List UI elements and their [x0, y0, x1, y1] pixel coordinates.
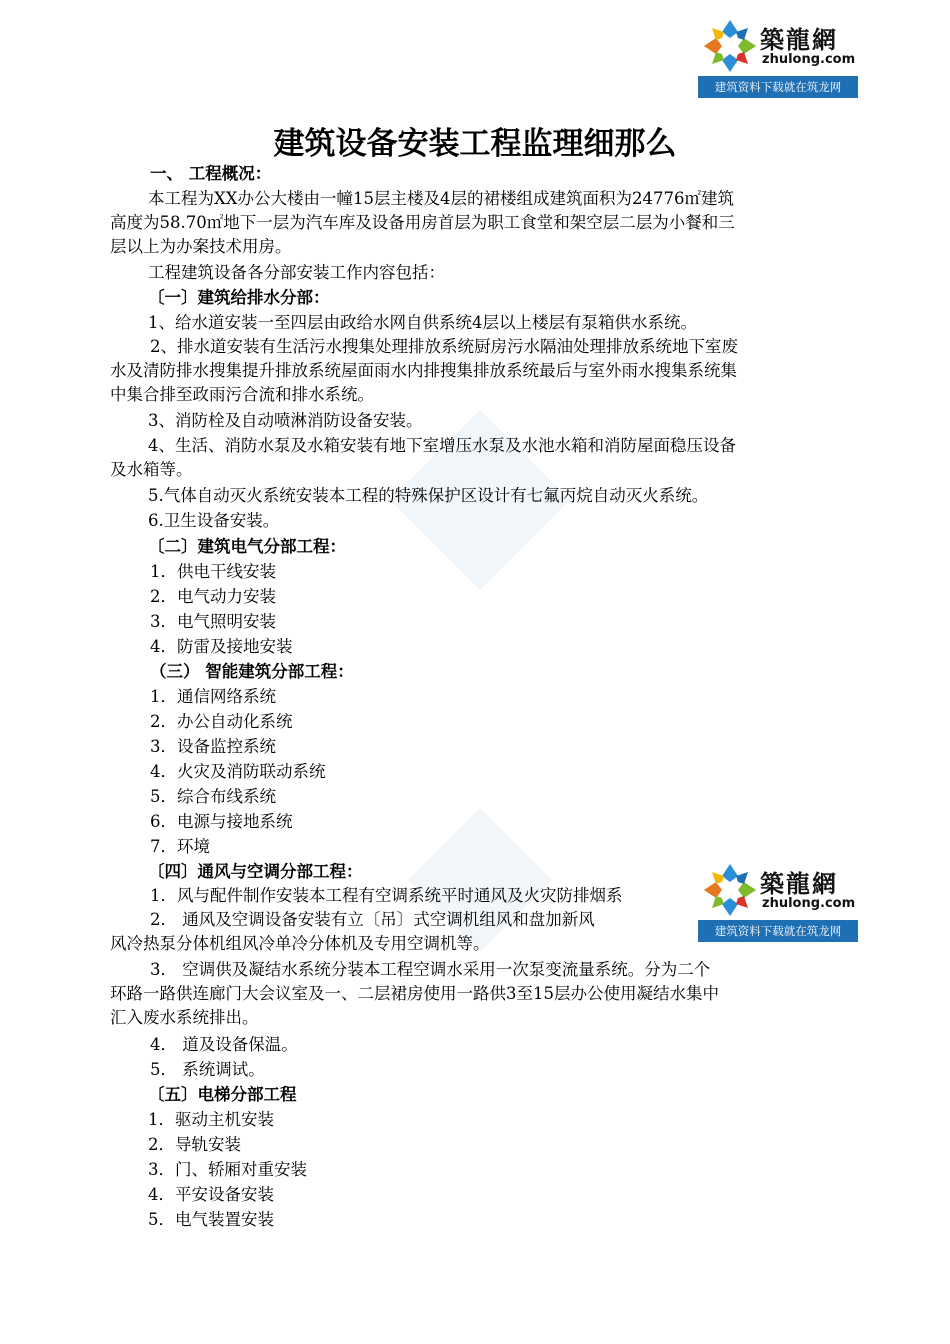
body-text-line: 2．办公自动化系统: [150, 712, 293, 731]
body-text-line: 5．综合布线系统: [150, 787, 276, 806]
logo-url: zhulong.com: [762, 896, 856, 911]
body-text-line: 5.气体自动灭火系统安装本工程的特殊保护区设计有七氟丙烷自动灭火系统。: [148, 486, 709, 505]
body-text-line: 工程建筑设备各分部安装工作内容包括：: [148, 263, 445, 282]
body-text-line: 环路一路供连廊门大会议室及一、二层裙房使用一路供3至15层办公使用凝结水集中: [110, 984, 719, 1003]
body-text-line: 4．火灾及消防联动系统: [150, 762, 326, 781]
body-text-line: 2、排水道安装有生活污水搜集处理排放系统厨房污水隔油处理排放系统地下室废: [150, 337, 738, 356]
body-text-line: 5．电气装置安装: [148, 1210, 274, 1229]
body-text-line: 2． 通风及空调设备安装有立〔吊〕式空调机组风和盘加新风: [150, 910, 595, 929]
section-heading: 〔五〕电梯分部工程: [148, 1085, 297, 1104]
body-text-line: 4．平安设备安装: [148, 1185, 274, 1204]
body-text-line: 1．风与配件制作安装本工程有空调系统平时通风及火灾防排烟系: [150, 886, 623, 905]
body-text-line: 6.卫生设备安装。: [148, 511, 280, 530]
body-text-line: 3、消防栓及自动喷淋消防设备安装。: [148, 411, 423, 430]
body-text-line: 3．设备监控系统: [150, 737, 276, 756]
body-text-line: 7．环境: [150, 837, 210, 856]
body-text-line: 1、给水道安装一至四层由政给水网自供系统4层以上楼层有泵箱供水系统。: [148, 313, 697, 332]
body-text-line: 3．电气照明安装: [150, 612, 276, 631]
body-text-line: 2．导轨安装: [148, 1135, 241, 1154]
body-text-line: 中集合排至政雨污合流和排水系统。: [110, 385, 374, 404]
document-title: 建筑设备安装工程监理细那么: [273, 126, 677, 162]
body-text-line: 3．门、轿厢对重安装: [148, 1160, 307, 1179]
body-text-line: 4、生活、消防水泵及水箱安装有地下室增压水泵及水池水箱和消防屋面稳压设备: [148, 436, 736, 455]
body-text-line: 3． 空调供及凝结水系统分装本工程空调水采用一次泵变流量系统。分为二个: [150, 960, 711, 979]
body-text-line: 4． 道及设备保温。: [150, 1035, 298, 1054]
body-text-line: 本工程为XX办公大楼由一幢15层主楼及4层的裙楼组成建筑面积为24776㎡建筑: [148, 189, 734, 208]
site-logo[interactable]: [698, 16, 858, 98]
body-text-line: 4．防雷及接地安装: [150, 637, 293, 656]
body-text-line: 水及清防排水搜集提升排放系统屋面雨水内排搜集排放系统最后与室外雨水搜集系统集: [110, 361, 737, 380]
body-text-line: 及水箱等。: [110, 460, 193, 479]
body-text-line: 2．电气动力安装: [150, 587, 276, 606]
body-text-line: 1．驱动主机安装: [148, 1110, 274, 1129]
logo-name: 築龍網: [760, 870, 838, 898]
body-text-line: 汇入废水系统排出。: [110, 1008, 259, 1027]
section-heading: 〔二〕建筑电气分部工程：: [148, 537, 346, 556]
section-heading: 一、 工程概况：: [150, 164, 272, 183]
logo-tagline: 建筑资料下载就在筑龙网: [698, 920, 858, 942]
body-text-line: 1．通信网络系统: [150, 687, 276, 706]
site-logo-secondary[interactable]: [698, 860, 858, 942]
logo-name: 築龍網: [760, 26, 838, 54]
body-text-line: 风冷热泵分体机组风冷单冷分体机及专用空调机等。: [110, 934, 490, 953]
body-text-line: 高度为58.70㎡地下一层为汽车库及设备用房首层为职工食堂和架空层二层为小餐和三: [110, 213, 735, 232]
body-text-line: 5． 系统调试。: [150, 1060, 265, 1079]
zhulong-logo-icon: [702, 18, 758, 74]
logo-url: zhulong.com: [762, 52, 856, 67]
body-text-line: 层以上为办案技术用房。: [110, 237, 292, 256]
section-heading: 〔一〕建筑给排水分部：: [148, 288, 330, 307]
body-text-line: 1．供电干线安装: [150, 562, 276, 581]
logo-tagline: 建筑资料下载就在筑龙网: [698, 76, 858, 98]
zhulong-logo-icon: [702, 862, 758, 918]
section-heading: （三） 智能建筑分部工程：: [150, 662, 354, 681]
body-text-line: 6．电源与接地系统: [150, 812, 293, 831]
section-heading: 〔四〕通风与空调分部工程：: [148, 862, 363, 881]
